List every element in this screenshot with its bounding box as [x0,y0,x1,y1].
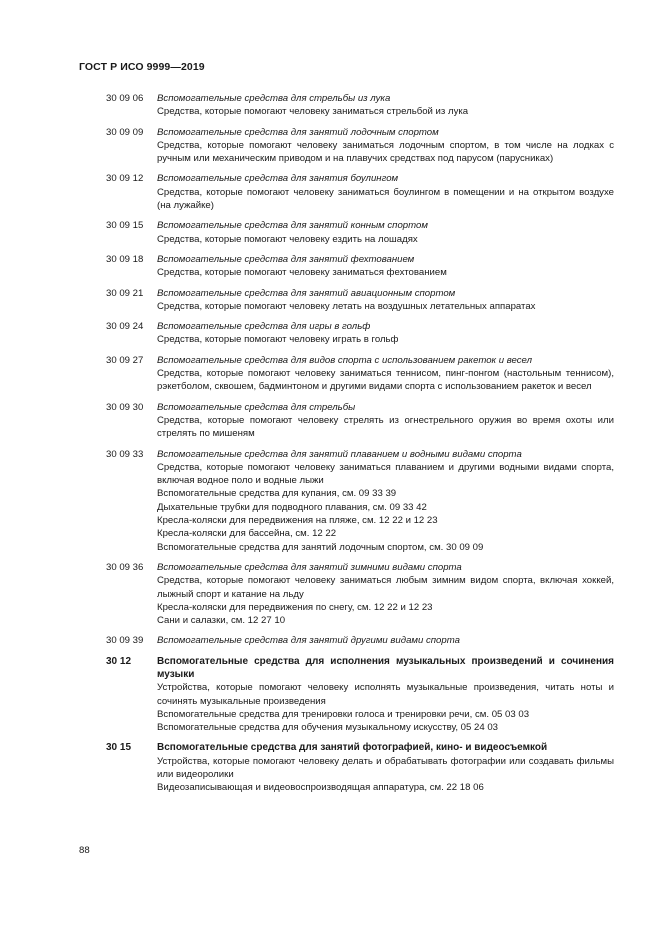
entry-cross-reference: Вспомогательные средства для занятий лодочным спортом, см. 30 09 09 [157,541,484,553]
entry-cross-reference: Кресла-коляски для передвижения на пляже, см. 12 22 и 12 23 [157,515,438,527]
classification-entry [106,219,614,246]
entry-code: 30 09 15 [106,220,144,232]
classification-entry [106,92,614,119]
entry-title: Вспомогательные средства для занятия боулингом [157,173,399,185]
entry-title: Вспомогательные средства для видов спорта с использованием ракеток и весел [157,354,532,366]
entry-description: Средства, которые помогают человеку играть в гольф [157,334,399,346]
entry-body [157,655,614,735]
entry-cross-reference: Вспомогательные средства для купания, см. 09 33 39 [157,488,397,500]
entry-title: Вспомогательные средства для игры в гольф [157,321,371,333]
entry-description: Средства, которые помогают человеку стрелять из огнестрельного оружия во время охоты или стрелять по мишеням [157,414,614,440]
entry-body [157,172,614,212]
entry-code: 30 12 [106,655,132,667]
classification-entry [106,354,614,394]
entry-description: Устройства, которые помогают человеку исполнять музыкальные произведения, читать ноты и сочинять музыкальные произведения [157,682,614,707]
classification-entry [106,655,614,735]
entry-title: Вспомогательные средства для занятий авиационным спортом [157,287,456,299]
classification-list [106,92,614,802]
entry-cross-reference: Кресла-коляски для передвижения по снегу, см. 12 22 и 12 23 [157,601,433,613]
entry-code: 30 09 33 [106,448,144,460]
entry-code: 30 09 24 [106,321,144,333]
entry-body [157,320,614,347]
entry-description: Средства, которые помогают человеку заниматься лодочным спортом, в том числе на лодках с ручным или механическим приводом и на плавучих средствах под парусом (парусниках) [157,139,614,165]
entry-code: 30 09 18 [106,253,144,265]
entry-body [157,741,614,794]
document-header: ГОСТ Р ИСО 9999—2019 [79,61,205,73]
entry-code: 30 09 06 [106,93,144,104]
entry-code: 30 09 39 [106,635,144,647]
entry-title: Вспомогательные средства для занятий другими видами спорта [157,635,460,647]
entry-cross-reference: Сани и салазки, см. 12 27 10 [157,615,286,627]
entry-code: 30 09 36 [106,561,144,573]
classification-entry [106,561,614,627]
page-number: 88 [79,845,90,856]
classification-entry [106,253,614,280]
entry-code: 30 09 30 [106,401,144,413]
entry-code: 30 09 12 [106,173,144,185]
entry-description: Средства, которые помогают человеку заниматься боулингом в помещении и на открытом воздухе (на лужайке) [157,186,614,212]
classification-entry [106,448,614,554]
entry-title: Вспомогательные средства для стрельбы из лука [157,93,391,104]
entry-code: 30 15 [106,742,132,754]
entry-code: 30 09 09 [106,126,144,138]
entry-cross-reference: Кресла-коляски для бассейна, см. 12 22 [157,528,337,540]
entry-title: Вспомогательные средства для занятий конным спортом [157,220,428,232]
entry-description: Средства, которые помогают человеку заниматься фехтованием [157,267,447,279]
entry-body [157,219,614,246]
entry-body [157,287,614,314]
classification-entry [106,126,614,166]
entry-body [157,253,614,280]
entry-title: Вспомогательные средства для стрельбы [157,401,356,413]
entry-title: Вспомогательные средства для исполнения музыкальных произведений и сочинения музыки [157,655,614,680]
entry-cross-reference: Дыхательные трубки для подводного плавания, см. 09 33 42 [157,501,427,513]
entry-body [157,401,614,441]
entry-title: Вспомогательные средства для занятий фехтованием [157,253,415,265]
entry-title: Вспомогательные средства для занятий лодочным спортом [157,126,439,138]
classification-entry [106,401,614,441]
entry-body [157,126,614,166]
entry-cross-reference: Вспомогательные средства для обучения музыкальному искусству, 05 24 03 [157,722,498,734]
entry-body [157,354,614,394]
classification-entry [106,287,614,314]
classification-entry [106,172,614,212]
entry-body [157,634,614,647]
entry-body [157,448,614,554]
classification-entry [106,634,614,647]
entry-cross-reference: Вспомогательные средства для тренировки голоса и тренировки речи, см. 05 03 03 [157,708,530,720]
entry-code: 30 09 27 [106,354,144,366]
entry-code: 30 09 21 [106,287,144,299]
entry-description: Средства, которые помогают человеку заниматься любым зимним видом спорта, включая хоккей, лыжный спорт и катание на льду [157,575,614,600]
entry-title: Вспомогательные средства для занятий зимними видами спорта [157,561,462,573]
entry-title: Вспомогательные средства для занятий плаванием и водными видами спорта [157,448,522,460]
entry-description: Средства, которые помогают человеку летать на воздушных летательных аппаратах [157,300,536,312]
entry-description: Устройства, которые помогают человеку делать и обрабатывать фотографии или создавать фильмы или видеоролики [157,755,614,781]
entry-description: Средства, которые помогают человеку заниматься стрельбой из лука [157,106,469,118]
entry-body [157,561,614,627]
entry-cross-reference: Видеозаписывающая и видеовоспроизводящая аппаратура, см. 22 18 06 [157,782,484,794]
entry-description: Средства, которые помогают человеку ездить на лошадях [157,233,418,245]
entry-body [157,92,614,119]
entry-title: Вспомогательные средства для занятий фотографией, кино- и видеосъемкой [157,742,548,754]
entry-description: Средства, которые помогают человеку заниматься теннисом, пинг-понгом (настольным теннисом), рэкетболом, сквошем, бадминтоном и другими видами спорта с использованием ракеток и весел [157,368,614,393]
entry-description: Средства, которые помогают человеку заниматься плаванием и другими водными видами спорта, включая водное поло и водные лыжи [157,461,614,487]
classification-entry [106,320,614,347]
classification-entry [106,741,614,794]
